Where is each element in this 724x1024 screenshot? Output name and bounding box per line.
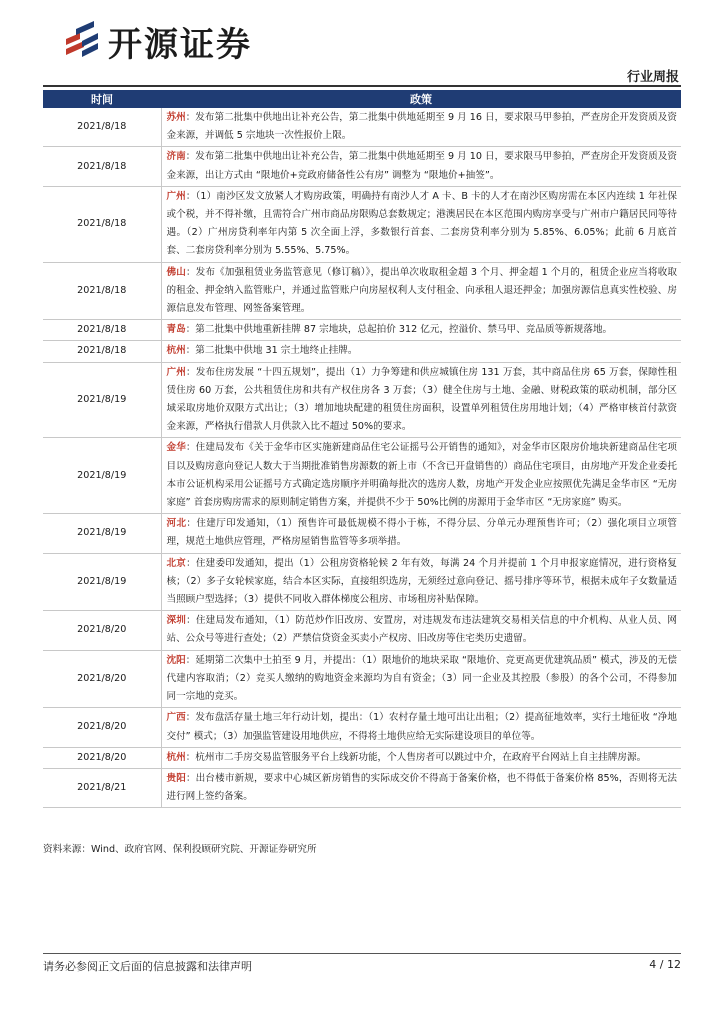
row-policy-text: ：第二批集中供地重新挂牌 87 宗地块，总起拍价 312 亿元，控溢价、禁马甲、竞品质等新规落地。 <box>185 324 613 336</box>
table-row <box>43 747 681 768</box>
source-note: 资料来源：Wind、政府官网、保利投顾研究院、开源证券研究所 <box>43 844 317 855</box>
row-policy <box>161 147 681 186</box>
row-city: 河北 <box>166 518 187 530</box>
table-row <box>43 262 681 320</box>
disclaimer-text: 请务必参阅正文后面的信息披露和法律声明 <box>43 960 252 973</box>
table-row <box>43 341 681 362</box>
row-date: 2021/8/19 <box>43 438 161 514</box>
row-policy-text: ：（1）南沙区发文放紧人才购房政策，明确持有南沙人才 A 卡、B 卡的人才在南沙区购房需在本区内连续 1 年社保或个税，并不得补缴，且需符合广州市商品房限购总套数规定；港澳居民在本区范围内购房享受与广州市户籍居民同等待遇。（2）广州房贷利率年内第 5 次全面上浮，多数银行首套、二套房贷利率分别为 5.85%、6.05%；此前 6 月底首套、二套房贷利率分别为 5.55%、5.75%。 <box>166 190 677 257</box>
row-city: 贵阳 <box>166 772 186 784</box>
table-row <box>43 650 681 708</box>
row-policy <box>161 108 681 147</box>
row-date: 2021/8/21 <box>43 768 161 807</box>
row-policy <box>161 362 681 438</box>
row-policy <box>161 320 681 341</box>
row-date: 2021/8/18 <box>43 262 161 320</box>
logo-text: 开源证券 <box>108 24 252 65</box>
row-date: 2021/8/18 <box>43 147 161 186</box>
row-date: 2021/8/19 <box>43 553 161 611</box>
row-policy-text: ：发布盘活存量土地三年行动计划，提出：（1）农村存量土地可出让出租；（2）提高征地效率，实行土地征收 “净地交付” 模式；（3）加强监管建设用地供应，不得将土地供应给无实际建设项目的单位等。 <box>166 712 677 742</box>
row-policy-text: ：第二批集中供地 31 宗土地终止挂牌。 <box>185 345 358 357</box>
column-header-policy: 政策 <box>161 90 681 108</box>
row-city: 杭州 <box>166 751 186 763</box>
company-logo <box>62 17 322 65</box>
table-row <box>43 553 681 611</box>
row-date: 2021/8/20 <box>43 611 161 650</box>
policy-table <box>43 90 681 808</box>
row-date: 2021/8/20 <box>43 650 161 708</box>
row-date: 2021/8/19 <box>43 362 161 438</box>
row-policy <box>161 438 681 514</box>
row-policy <box>161 650 681 708</box>
table-row <box>43 768 681 807</box>
row-city: 佛山 <box>166 266 186 278</box>
logo-mark-icon <box>62 19 102 63</box>
row-date: 2021/8/18 <box>43 108 161 147</box>
row-policy-text: ：发布《加强租赁业务监管意见（修订稿）》，提出单次收取租金超 3 个月、押金超 1 个月的，租赁企业应当将收取的租金、押金纳入监管账户，并通过监管账户向房屋权利人支付租金、向承租人退还押金；加强房源信息真实性校验、房源信息发布管理、网签备案管理。 <box>166 266 678 315</box>
row-city: 广州 <box>166 366 186 378</box>
table-row <box>43 514 681 553</box>
row-date: 2021/8/20 <box>43 708 161 747</box>
row-policy-text: ：发布第二批集中供地出让补充公告，第二批集中供地延期至 9 月 16 日，要求限马甲参拍，严查房企开发资质及资金来源，并调低 5 宗地块一次性报价上限。 <box>166 112 677 142</box>
table-row <box>43 611 681 650</box>
header-divider <box>43 85 681 87</box>
row-city: 广西 <box>166 712 186 724</box>
row-city: 苏州 <box>166 112 186 123</box>
row-policy <box>161 514 681 553</box>
row-policy <box>161 341 681 362</box>
row-policy-text: ：发布住房发展 “十四五规划”，提出（1）力争筹建和供应城镇住房 131 万套，其中商品住房 65 万套，保障性租赁住房 60 万套，公共租赁住房和共有产权住房各 3 万套；（3）健全住房与土地、金融、财税政策的联动机制，部分区域采取房地价双限方式出让；（3）增加地块配建的租赁住房面积，设置单列租赁住房用地计划；（4）严格审核首付款资金来源，严格执行借款人月供款入比不超过 50%的要求。 <box>166 366 678 433</box>
column-header-date: 时间 <box>43 90 161 108</box>
row-policy <box>161 186 681 262</box>
row-policy-text: ：出台楼市新规，要求中心城区新房销售的实际成交价不得高于备案价格，也不得低于备案价格 85%，否则将无法进行网上签约备案。 <box>166 772 678 803</box>
row-policy <box>161 611 681 650</box>
page-number: 4 / 12 <box>649 958 681 971</box>
row-policy-text: ：住建局发布《关于金华市区实施新建商品住宅公证摇号公开销售的通知》，对金华市区限房价地块新建商品住宅项目以及购房意向登记人数大于当期批准销售房源数的新上市（不含已开盘销售的）商品住宅项目，由房地产开发企业委托本市公证机构采用公证摇号方式确定选房顺序并明确每批次的选房人数，房地产开发企业应按照优先满足金华市区 “无房家庭” 首套房购房需求的原则制定销售方案，并提供不少于 50%比例的房源用于金华市区 “无房家庭” 购买。 <box>166 442 677 509</box>
row-policy-text: ：住建局发布通知，（1）防范炒作旧改房、安置房，对违规发布违法建筑交易相关信息的中介机构、从业人员、网站、公众号等进行查处；（2）严禁信贷资金买卖小产权房、旧改房等住宅类历史遗留。 <box>166 615 677 645</box>
footer-divider <box>43 953 681 954</box>
row-date: 2021/8/18 <box>43 341 161 362</box>
row-policy-text: ：杭州市二手房交易监管服务平台上线新功能，个人售房者可以跳过中介，在政府平台网站上自主挂牌房源。 <box>185 751 647 763</box>
row-city: 北京 <box>166 557 187 569</box>
table-row <box>43 708 681 747</box>
report-type-label: 行业周报 <box>626 70 679 85</box>
row-date: 2021/8/19 <box>43 514 161 553</box>
row-policy-text: ：住建厅印发通知，（1）预售许可最低规模不得小于栋，不得分层、分单元办理预售许可；（2）强化项目立项管理，规范土地供应管理，严格房屋销售监管等多项举措。 <box>166 518 677 548</box>
row-policy-text: ：发布第二批集中供地出让补充公告，第二批集中供地延期至 9 月 10 日，要求限马甲参拍，严查房企开发资质及资金来源，出让方式由 “限地价+竞政府储备性公有房” 调整为 “限地价+抽签”。 <box>166 151 677 181</box>
table-row <box>43 108 681 147</box>
row-city: 金华 <box>166 442 186 454</box>
row-date: 2021/8/20 <box>43 747 161 768</box>
row-city: 沈阳 <box>166 654 186 666</box>
table-row <box>43 438 681 514</box>
row-policy <box>161 708 681 747</box>
table-row <box>43 147 681 186</box>
page-header <box>0 0 724 90</box>
row-city: 深圳 <box>166 615 187 627</box>
table-row <box>43 320 681 341</box>
row-city: 青岛 <box>166 324 186 336</box>
row-policy <box>161 747 681 768</box>
row-policy <box>161 262 681 320</box>
policy-table-body <box>43 108 681 808</box>
row-policy <box>161 768 681 807</box>
row-policy-text: ：延期第二次集中土拍至 9 月，并提出：（1）限地价的地块采取 “限地价、竞更高更优建筑品质” 模式，涉及的无偿代建内容取消；（2）竞买人缴纳的购地资金来源均为自有资金；（3）同一企业及其控股（参股）的各个公司，不得参加同一宗地的竞买。 <box>166 654 677 703</box>
row-city: 广州 <box>166 190 186 202</box>
row-city: 济南 <box>166 151 186 163</box>
table-header-row <box>43 90 681 108</box>
row-policy-text: ：住建委印发通知，提出（1）公租房资格轮候 2 年有效，每满 24 个月并提前 1 个月申报家庭情况，进行资格复核；（2）多子女轮候家庭，结合本区实际，直接组织选房，无须经过意向登记、摇号排序等环节，根据未成年子女数量适当照顾户型选择；（3）提供不同收入群体梯度公租房、市场租房补贴保障。 <box>166 557 677 606</box>
table-row <box>43 362 681 438</box>
row-city: 杭州 <box>166 345 186 357</box>
table-row <box>43 186 681 262</box>
row-date: 2021/8/18 <box>43 320 161 341</box>
row-date: 2021/8/18 <box>43 186 161 262</box>
row-policy <box>161 553 681 611</box>
